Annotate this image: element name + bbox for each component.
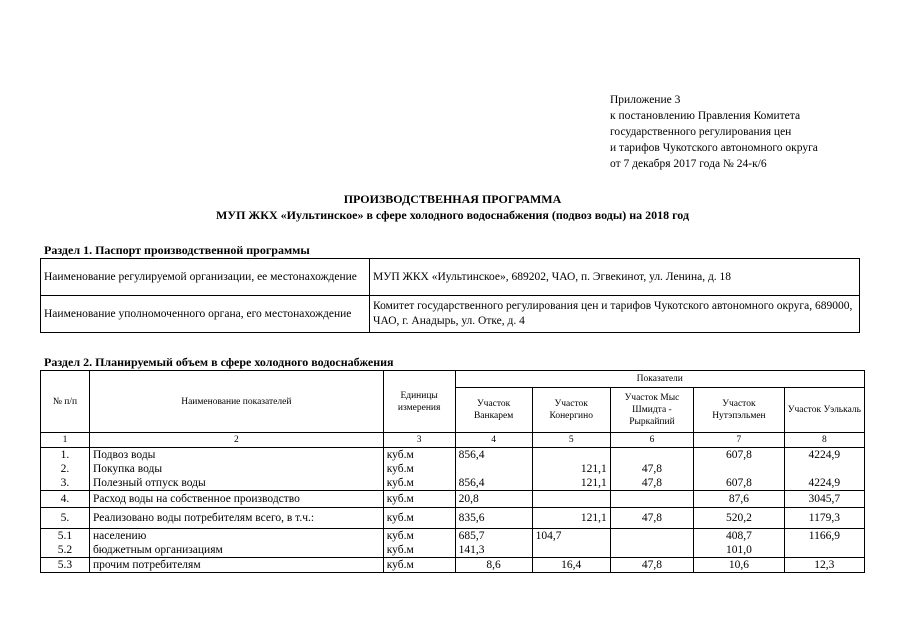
col-number: 4 — [455, 433, 532, 448]
table-row — [41, 491, 865, 508]
header-site: Участок Уэлькаль — [784, 388, 864, 433]
cell-value — [610, 529, 693, 544]
appendix-line: и тарифов Чукотского автономного округа — [610, 142, 818, 154]
row-unit: куб.м — [383, 476, 455, 491]
table-row — [41, 476, 865, 491]
cell-value: 1179,3 — [784, 508, 864, 529]
cell-value: 3045,7 — [784, 491, 864, 508]
row-num: 4. — [41, 491, 90, 508]
cell-value — [455, 462, 532, 476]
row-num: 5.2 — [41, 543, 90, 558]
table-row — [41, 462, 865, 476]
col-number: 6 — [610, 433, 693, 448]
table-row — [41, 296, 860, 333]
col-number: 7 — [694, 433, 785, 448]
row-num: 5.3 — [41, 558, 90, 573]
header-unit: Единицы измерения — [383, 371, 455, 433]
passport-label: Наименование уполномоченного органа, его местонахождение — [41, 296, 370, 333]
col-number: 8 — [784, 433, 864, 448]
table-row — [41, 558, 865, 573]
cell-value: 47,8 — [610, 558, 693, 573]
cell-value: 101,0 — [694, 543, 785, 558]
col-number: 1 — [41, 433, 90, 448]
cell-value — [784, 543, 864, 558]
cell-value: 104,7 — [532, 529, 610, 544]
cell-value: 141,3 — [455, 543, 532, 558]
cell-value: 47,8 — [610, 508, 693, 529]
column-number-row — [41, 433, 865, 448]
cell-value: 1166,9 — [784, 529, 864, 544]
row-name: Расход воды на собственное производство — [89, 491, 383, 508]
cell-value — [610, 543, 693, 558]
cell-value: 121,1 — [532, 508, 610, 529]
cell-value: 121,1 — [532, 462, 610, 476]
header-site: Участок Конергино — [532, 388, 610, 433]
cell-value — [532, 543, 610, 558]
cell-value — [532, 491, 610, 508]
volume-table — [40, 370, 865, 573]
row-name: Покупка воды — [89, 462, 383, 476]
cell-value: 607,8 — [694, 476, 785, 491]
cell-value: 835,6 — [455, 508, 532, 529]
row-name: Реализовано воды потребителям всего, в т.ч.: — [89, 508, 383, 529]
section2-title: Раздел 2. Планируемый объем в сфере холодного водоснабжения — [44, 355, 394, 369]
row-num: 2. — [41, 462, 90, 476]
cell-value: 12,3 — [784, 558, 864, 573]
header-site: Участок Нутэпэльмен — [694, 388, 785, 433]
table-row — [41, 448, 865, 463]
row-name: Полезный отпуск воды — [89, 476, 383, 491]
table-row — [41, 259, 860, 296]
cell-value: 121,1 — [532, 476, 610, 491]
passport-label: Наименование регулируемой организации, ее местонахождение — [41, 259, 370, 296]
row-unit: куб.м — [383, 448, 455, 463]
cell-value: 607,8 — [694, 448, 785, 463]
table-row — [41, 529, 865, 544]
table-row — [41, 508, 865, 529]
col-number: 2 — [89, 433, 383, 448]
header-site: Участок Мыс Шмидта - Рыркайпий — [610, 388, 693, 433]
cell-value: 685,7 — [455, 529, 532, 544]
cell-value: 20,8 — [455, 491, 532, 508]
row-unit: куб.м — [383, 508, 455, 529]
appendix-line: Приложение 3 — [610, 94, 681, 106]
passport-table — [40, 258, 860, 333]
row-unit: куб.м — [383, 462, 455, 476]
appendix-line: государственного регулирования цен — [610, 126, 792, 138]
row-name: прочим потребителям — [89, 558, 383, 573]
cell-value — [610, 491, 693, 508]
cell-value: 4224,9 — [784, 448, 864, 463]
col-number: 5 — [532, 433, 610, 448]
row-num: 5.1 — [41, 529, 90, 544]
cell-value: 856,4 — [455, 476, 532, 491]
cell-value: 47,8 — [610, 462, 693, 476]
cell-value: 4224,9 — [784, 476, 864, 491]
passport-value: Комитет государственного регулирования цен и тарифов Чукотского автономного округа, 689000, ЧАО, г. Анадырь, ул. Отке, д. 4 — [370, 296, 860, 333]
row-name: бюджетным организациям — [89, 543, 383, 558]
row-unit: куб.м — [383, 558, 455, 573]
table-row — [41, 543, 865, 558]
cell-value: 856,4 — [455, 448, 532, 463]
appendix-line: к постановлению Правления Комитета — [610, 110, 801, 122]
row-num: 3. — [41, 476, 90, 491]
row-name: Подвоз воды — [89, 448, 383, 463]
row-name: населению — [89, 529, 383, 544]
document-title: ПРОИЗВОДСТВЕННАЯ ПРОГРАММА — [343, 192, 562, 206]
row-num: 1. — [41, 448, 90, 463]
cell-value: 408,7 — [694, 529, 785, 544]
cell-value — [784, 462, 864, 476]
header-site: Участок Ванкарем — [455, 388, 532, 433]
appendix-line: от 7 декабря 2017 года № 24-к/6 — [610, 158, 767, 170]
cell-value: 8,6 — [455, 558, 532, 573]
table-header-row — [41, 371, 865, 388]
cell-value — [610, 448, 693, 463]
cell-value: 10,6 — [694, 558, 785, 573]
cell-value — [532, 448, 610, 463]
appendix-block — [610, 92, 818, 172]
cell-value — [694, 462, 785, 476]
document-subtitle: МУП ЖКХ «Иультинское» в сфере холодного водоснабжения (подвоз воды) на 2018 год — [215, 208, 690, 222]
col-number: 3 — [383, 433, 455, 448]
section1-title: Раздел 1. Паспорт производственной программы — [44, 243, 310, 257]
passport-value: МУП ЖКХ «Иультинское», 689202, ЧАО, п. Эгвекинот, ул. Ленина, д. 18 — [370, 259, 860, 296]
header-num: № п/п — [41, 371, 90, 433]
cell-value: 520,2 — [694, 508, 785, 529]
row-unit: куб.м — [383, 543, 455, 558]
row-unit: куб.м — [383, 529, 455, 544]
header-indicators: Показатели — [455, 371, 864, 388]
cell-value: 47,8 — [610, 476, 693, 491]
row-num: 5. — [41, 508, 90, 529]
cell-value: 16,4 — [532, 558, 610, 573]
header-name: Наименование показателей — [89, 371, 383, 433]
row-unit: куб.м — [383, 491, 455, 508]
cell-value: 87,6 — [694, 491, 785, 508]
